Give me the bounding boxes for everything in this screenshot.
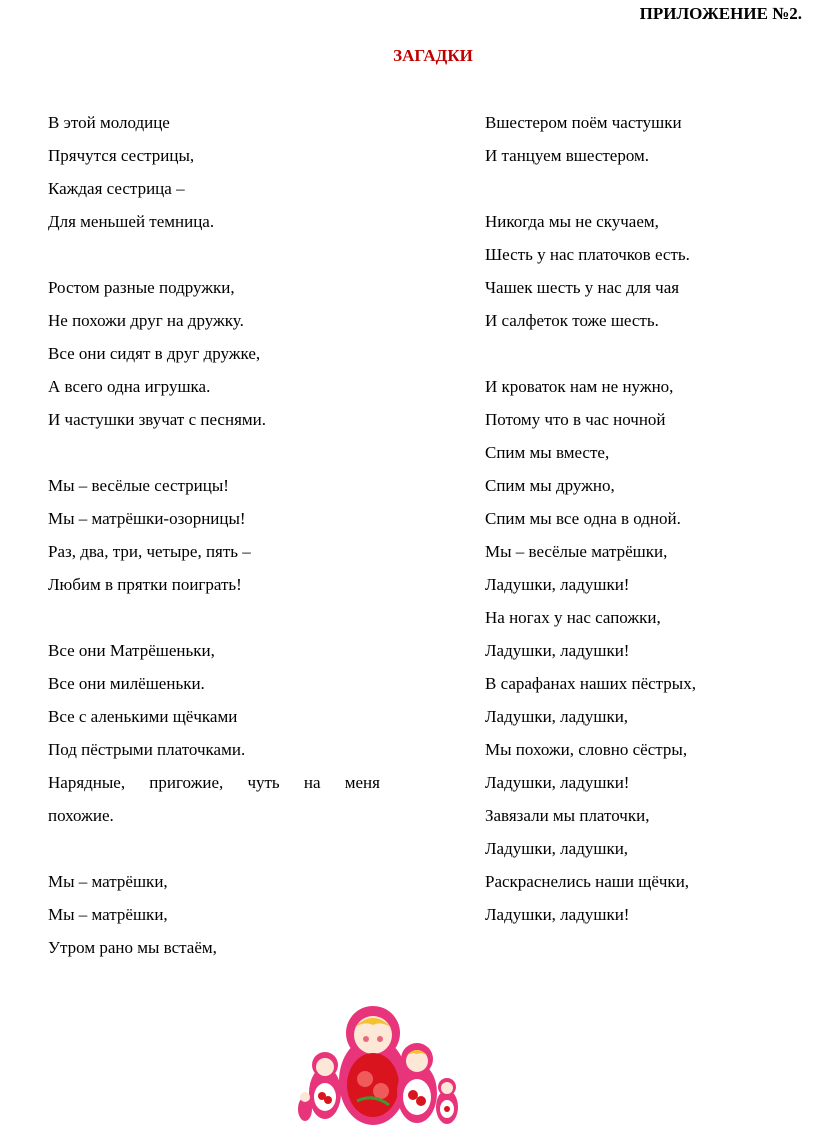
poem-line: И салфеток тоже шесть.: [485, 311, 659, 330]
matryoshka-dolls-icon: [295, 1001, 465, 1126]
poem-line: Раз, два, три, четыре, пять –: [48, 542, 251, 561]
poem-line: Мы – матрёшки,: [48, 872, 168, 891]
poem-line: Ростом разные подружки,: [48, 278, 235, 297]
stanza-break: [48, 604, 380, 637]
stanza-break: [48, 835, 380, 868]
poem-line: Каждая сестрица –: [48, 179, 185, 198]
appendix-label: ПРИЛОЖЕНИЕ №2.: [639, 4, 802, 23]
poem-word: пригожие,: [149, 773, 224, 792]
poem-line: Ладушки, ладушки!: [485, 575, 630, 594]
poem-line: Спим мы вместе,: [485, 443, 610, 462]
poem-line: Ладушки, ладушки!: [485, 905, 630, 924]
stanza-break: [485, 340, 805, 373]
poem-line: Ладушки, ладушки!: [485, 641, 630, 660]
poem-line: И частушки звучат с песнями.: [48, 410, 266, 429]
poem-line: Завязали мы платочки,: [485, 806, 650, 825]
matryoshka-doll-small-right: [436, 1078, 458, 1124]
poem-line: Ладушки, ладушки,: [485, 839, 629, 858]
poem-line: Не похожи друг на дружку.: [48, 311, 244, 330]
poem-line: Под пёстрыми платочками.: [48, 740, 246, 759]
poem-word: меня: [344, 773, 380, 792]
poem-line: Мы – матрёшки,: [48, 905, 168, 924]
poem-line: Спим мы все одна в одной.: [485, 509, 681, 528]
poem-line: Все они Матрёшеньки,: [48, 641, 215, 660]
poem-right-column: [485, 109, 805, 934]
poem-line: Прячутся сестрицы,: [48, 146, 195, 165]
stanza-break: [485, 175, 805, 208]
poem-line: Шесть у нас платочков есть.: [485, 245, 690, 264]
stanza-break: [48, 439, 380, 472]
poem-line: Спим мы дружно,: [485, 476, 615, 495]
poem-line: Ладушки, ладушки!: [485, 773, 630, 792]
poem-line: И танцуем вшестером.: [485, 146, 650, 165]
poem-line: Раскраснелись наши щёчки,: [485, 872, 690, 891]
poem-left-column: [48, 109, 380, 967]
poem-line: В этой молодице: [48, 113, 170, 132]
poem-line: Ладушки, ладушки,: [485, 707, 629, 726]
poem-line: На ногах у нас сапожки,: [485, 608, 661, 627]
poem-line: Вшестером поём частушки: [485, 113, 682, 132]
poem-line: И кроваток нам не нужно,: [485, 377, 674, 396]
matryoshka-doll-large: [339, 1006, 407, 1125]
poem-line: Чашек шесть у нас для чая: [485, 278, 680, 297]
poem-line: Все они милёшеньки.: [48, 674, 205, 693]
poem-line: Утром рано мы встаём,: [48, 938, 217, 957]
poem-line: Все с аленькими щёчками: [48, 707, 238, 726]
poem-line: Любим в прятки поиграть!: [48, 575, 242, 594]
poem-line: Потому что в час ночной: [485, 410, 666, 429]
poem-line: Для меньшей темница.: [48, 212, 215, 231]
poem-word: чуть: [247, 773, 280, 792]
matryoshka-doll-medium-right: [397, 1043, 437, 1123]
stanza-break: [48, 241, 380, 274]
poem-line: Мы – весёлые сестрицы!: [48, 476, 229, 495]
poem-line: А всего одна игрушка.: [48, 377, 211, 396]
poem-line: В сарафанах наших пёстрых,: [485, 674, 696, 693]
poem-line: [48, 769, 380, 802]
poem-line: Мы похожи, словно сёстры,: [485, 740, 688, 759]
poem-word: на: [303, 773, 321, 792]
page-title: ЗАГАДКИ: [393, 46, 473, 65]
matryoshka-doll-small-left: [309, 1052, 341, 1119]
poem-line: Никогда мы не скучаем,: [485, 212, 659, 231]
matryoshka-doll-tiny: [298, 1092, 312, 1121]
poem-word: Нарядные,: [48, 773, 126, 792]
poem-line: похожие.: [48, 806, 114, 825]
poem-line: Мы – матрёшки-озорницы!: [48, 509, 246, 528]
poem-line: Мы – весёлые матрёшки,: [485, 542, 668, 561]
poem-line: Все они сидят в друг дружке,: [48, 344, 261, 363]
